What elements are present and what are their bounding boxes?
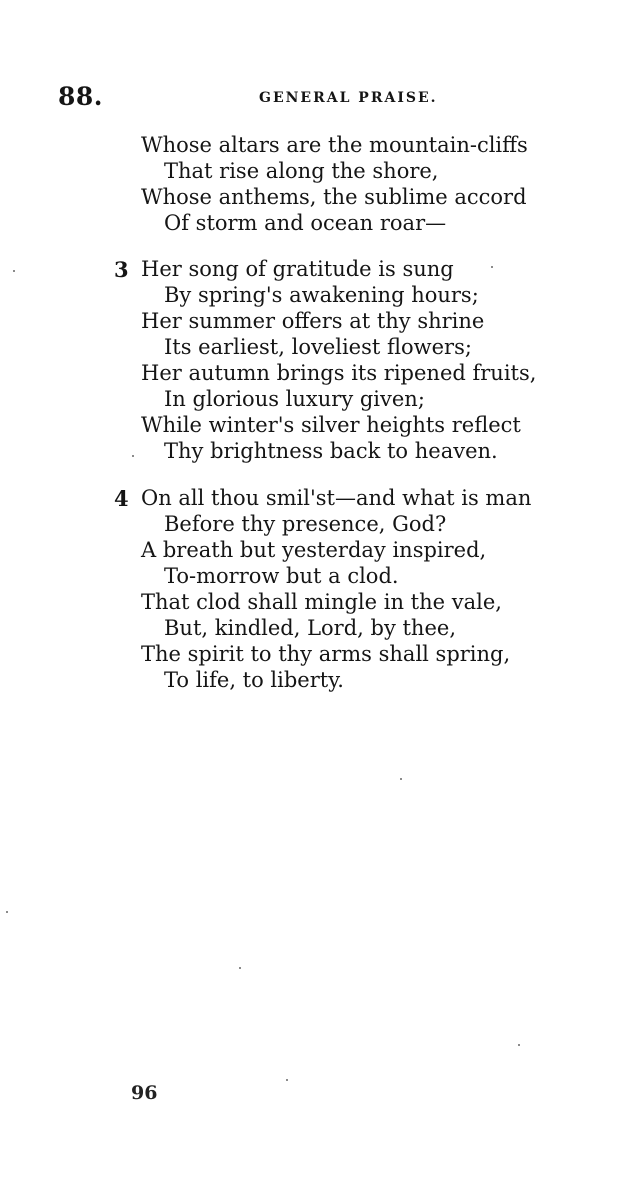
hymn-line: A breath but yesterday inspired,: [141, 538, 487, 562]
running-head: GENERAL PRAISE.: [259, 90, 438, 106]
hymn-line: That rise along the shore,: [164, 159, 439, 183]
hymn-line: To life, to liberty.: [164, 668, 344, 692]
hymn-line: Thy brightness back to heaven.: [164, 439, 498, 463]
signature-mark: 96: [131, 1082, 158, 1104]
hymn-line: Its earliest, loveliest flowers;: [164, 335, 472, 359]
print-speck: [286, 1079, 288, 1081]
hymn-line: While winter's silver heights reflect: [141, 413, 521, 437]
hymn-line: Her summer offers at thy shrine: [141, 309, 485, 333]
hymn-line: But, kindled, Lord, by thee,: [164, 616, 456, 640]
hymn-line: Her autumn brings its ripened fruits,: [141, 361, 537, 385]
hymn-line: To-morrow but a clod.: [164, 564, 399, 588]
print-speck: [491, 266, 493, 268]
page-number: 88.: [58, 82, 103, 111]
stanza-number: 4: [114, 486, 129, 511]
print-speck: [6, 911, 8, 913]
print-speck: [13, 270, 15, 272]
hymn-line: Her song of gratitude is sung: [141, 257, 454, 281]
stanza-number: 3: [114, 257, 129, 282]
print-speck: [132, 455, 134, 457]
print-speck: [239, 967, 241, 969]
hymn-line: Before thy presence, God?: [164, 512, 447, 536]
hymn-line: Whose anthems, the sublime accord: [141, 185, 527, 209]
hymn-line: In glorious luxury given;: [164, 387, 425, 411]
hymn-line: Of storm and ocean roar—: [164, 211, 447, 235]
print-speck: [400, 778, 402, 780]
hymn-line: That clod shall mingle in the vale,: [141, 590, 502, 614]
hymn-line: On all thou smil'st—and what is man: [141, 486, 532, 510]
hymn-line: By spring's awakening hours;: [164, 283, 479, 307]
print-speck: [518, 1044, 520, 1046]
hymn-line: Whose altars are the mountain-cliffs: [141, 133, 528, 157]
hymn-line: The spirit to thy arms shall spring,: [141, 642, 511, 666]
